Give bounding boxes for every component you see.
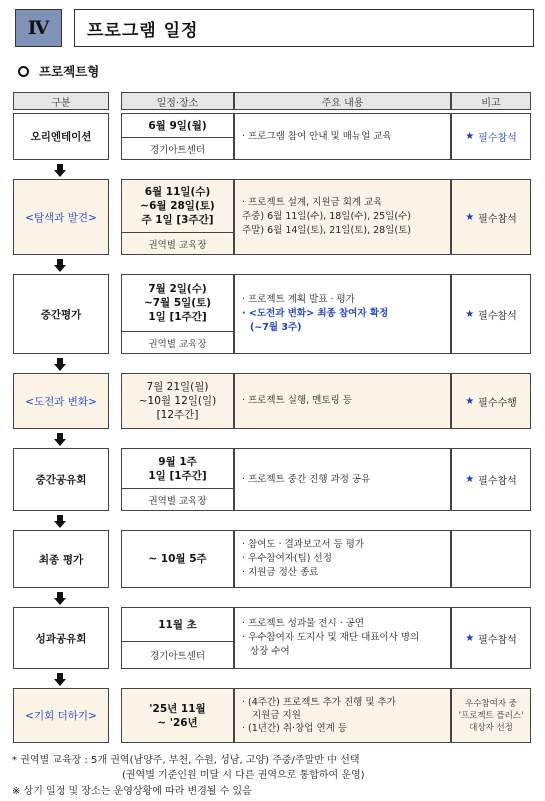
content-line: · (4주간) 프로젝트 추가 진행 및 추가	[242, 697, 396, 708]
down-arrow-icon	[54, 358, 66, 371]
star-icon: ★	[465, 131, 475, 142]
row-date	[121, 607, 234, 669]
down-arrow-icon	[54, 164, 66, 177]
footnote: ※ 상기 일정 및 장소는 운영상황에 따라 변경될 수 있음	[12, 786, 252, 797]
date-line: 9월 1주	[158, 455, 197, 468]
row-note	[451, 274, 531, 354]
star-icon: ★	[465, 211, 475, 223]
row-note	[451, 448, 531, 511]
row-date	[121, 688, 234, 743]
row-date	[121, 530, 234, 588]
row-content	[234, 274, 451, 354]
content-line: · 우수참여자(팀) 선정	[242, 553, 332, 564]
note-label: 필수참석	[478, 213, 517, 225]
row-note	[451, 179, 531, 255]
row-note	[451, 373, 531, 429]
subheading-label: 프로젝트형	[39, 64, 100, 79]
content-line: · 프로젝트 실행, 멘토링 등	[242, 395, 352, 406]
content-line: 지원금 지원	[252, 710, 301, 721]
content-line: · 프로젝트 중간 진행 과정 공유	[242, 473, 371, 485]
note-label: 필수참석	[478, 476, 517, 487]
schedule-row	[13, 373, 531, 429]
row-note	[451, 607, 531, 669]
note-label: 필수참석	[478, 310, 517, 322]
content-line: · <도전과 변화> 최종 참여자 확정	[242, 308, 389, 319]
header-category: 구분	[13, 92, 109, 110]
row-content	[234, 448, 451, 511]
row-date	[121, 113, 234, 160]
date-line: ~10월 12일(일)	[138, 395, 217, 407]
note-line: '프로젝트 플러스'	[458, 710, 524, 721]
date-line: [12주간]	[156, 409, 199, 421]
content-line: · 프로젝트 성과물 전시 · 공연	[242, 618, 365, 629]
row-place: 경기아트센터	[122, 137, 233, 159]
row-place: 권역별 교육장	[122, 232, 233, 254]
row-note	[451, 530, 531, 588]
row-place: 권역별 교육장	[122, 488, 233, 510]
content-line: · 프로그램 참여 안내 및 매뉴얼 교육	[242, 130, 392, 142]
note-label: 필수참석	[478, 634, 517, 646]
date-line: 6월 9일(월)	[148, 119, 207, 132]
row-note	[451, 688, 531, 743]
content-line: · 프로젝트 설계, 지원금 회계 교육	[242, 197, 383, 208]
subheading	[18, 62, 99, 80]
content-line: 주말) 6월 14일(토), 21일(토), 28일(토)	[242, 225, 411, 236]
row-note	[451, 113, 531, 160]
down-arrow-icon	[54, 433, 66, 446]
header-content: 주요 내용	[234, 92, 451, 110]
row-date	[121, 448, 234, 511]
row-name: 성과공유회	[13, 607, 109, 669]
star-icon: ★	[465, 632, 475, 644]
section-number: Ⅳ	[15, 9, 62, 47]
date-line: ~ 10월 5주	[148, 553, 207, 565]
schedule-row	[13, 688, 531, 743]
date-line: '25년 11월	[149, 702, 206, 715]
schedule-row	[13, 448, 531, 511]
down-arrow-icon	[54, 515, 66, 528]
note-label: 필수수행	[478, 397, 517, 409]
content-line: · 프로젝트 계획 발표 · 평가	[242, 294, 355, 305]
date-line: 7월 21일(월)	[146, 381, 209, 393]
row-place: 권역별 교육장	[122, 331, 233, 353]
row-date	[121, 274, 234, 354]
row-name: <기회 더하기>	[13, 688, 109, 743]
content-line: 주중) 6월 11일(수), 18일(수), 25일(수)	[242, 211, 411, 222]
footnote: * 권역별 교육장 : 5개 권역(남양주, 부천, 수원, 성남, 고양) 주중/주말반 中 선택	[12, 755, 360, 766]
content-line: · (1년간) 취·창업 연계 등	[242, 723, 347, 734]
row-name: 오리엔테이션	[13, 113, 109, 160]
row-name: 중간평가	[13, 274, 109, 354]
date-line: ~7월 5일(토)	[143, 297, 212, 309]
schedule-row	[13, 274, 531, 354]
content-line: (~7월 3주)	[250, 322, 302, 333]
date-line: 주 1일 [3주간]	[141, 214, 214, 226]
note-line: 우수참여자 중	[465, 698, 517, 709]
schedule-row	[13, 530, 531, 588]
row-date	[121, 373, 234, 429]
content-line: · 참여도 · 결과보고서 등 평가	[242, 539, 365, 550]
row-content	[234, 113, 451, 160]
date-line: 6월 11일(수)	[144, 186, 211, 198]
star-icon: ★	[465, 308, 475, 320]
content-line: · 지원금 정산 종료	[242, 567, 319, 578]
row-date	[121, 179, 234, 255]
down-arrow-icon	[54, 259, 66, 272]
row-name: <도전과 변화>	[13, 373, 109, 429]
down-arrow-icon	[54, 673, 66, 686]
section-header	[15, 9, 534, 47]
date-line: 7월 2일(수)	[148, 283, 207, 295]
circle-bullet-icon	[18, 66, 29, 77]
star-icon: ★	[465, 474, 475, 485]
schedule-row	[13, 179, 531, 255]
star-icon: ★	[465, 395, 475, 407]
note-line: 대상자 선정	[469, 722, 513, 733]
row-name: <탐색과 발견>	[13, 179, 109, 255]
row-name: 최종 평가	[13, 530, 109, 588]
footnote: (권역별 기준인원 미달 시 다른 권역으로 통합하여 운영)	[122, 770, 365, 781]
note-label: 필수참석	[478, 133, 517, 144]
row-content	[234, 179, 451, 255]
row-content	[234, 688, 451, 743]
content-line: 상장 수여	[250, 646, 290, 657]
schedule-row	[13, 607, 531, 669]
date-line: 11월 초	[158, 618, 197, 631]
section-title: 프로그램 일정	[74, 9, 534, 47]
date-line: ~ '26년	[157, 716, 198, 729]
schedule-row	[13, 113, 531, 160]
row-content	[234, 373, 451, 429]
row-place: 경기아트센터	[122, 641, 233, 668]
row-content	[234, 530, 451, 588]
date-line: 1일 [1주간]	[148, 469, 207, 482]
header-remarks: 비고	[451, 92, 531, 110]
row-name: 중간공유회	[13, 448, 109, 511]
content-line: · 우수참여자 도지사 및 재단 대표이사 명의	[242, 632, 420, 643]
down-arrow-icon	[54, 592, 66, 605]
date-line: ~6월 28일(토)	[140, 200, 215, 212]
date-line: 1일 [1주간]	[148, 311, 207, 323]
header-date-place: 일정·장소	[121, 92, 234, 110]
row-content	[234, 607, 451, 669]
